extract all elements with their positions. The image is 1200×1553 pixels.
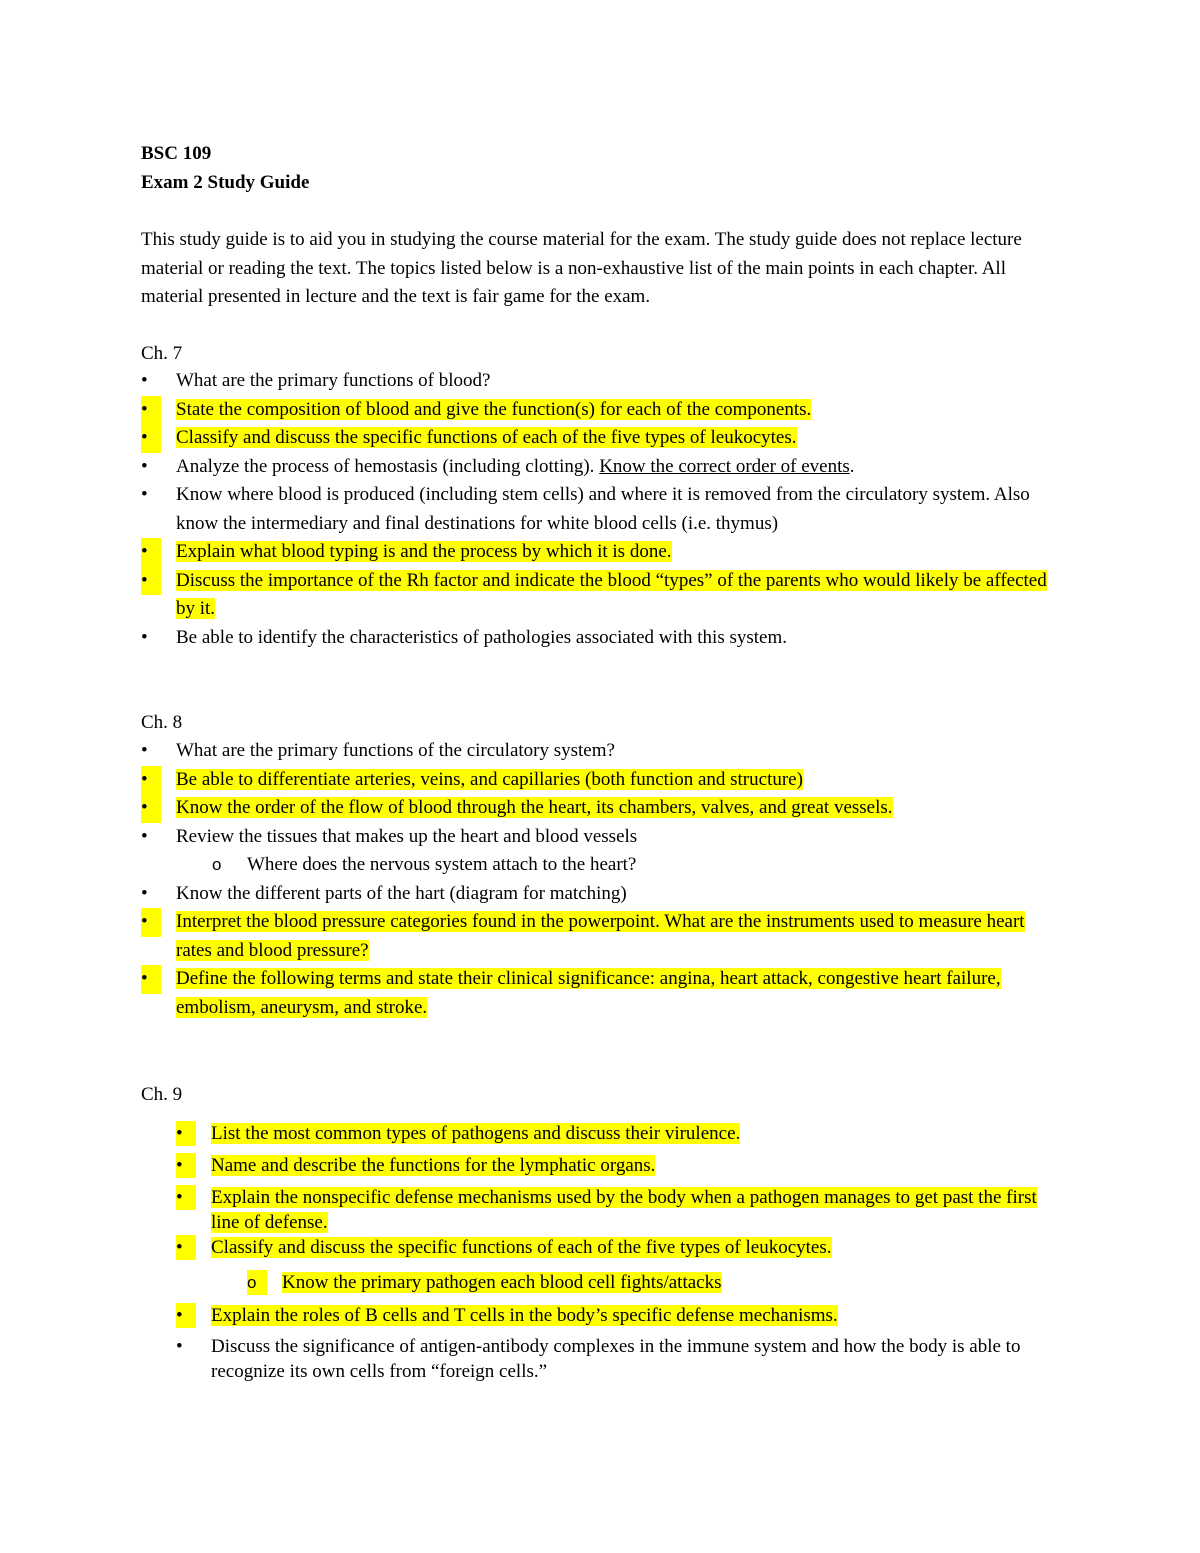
list-item-text: Review the tissues that makes up the heart and blood vessels: [176, 825, 638, 847]
list-item: [176, 1153, 1061, 1178]
bullet-icon: •: [176, 1153, 196, 1178]
list-item-text: Explain what blood typing is and the process by which it is done.: [176, 541, 672, 562]
list-item: [176, 1121, 1061, 1146]
list-item-text: Discuss the importance of the Rh factor and indicate the blood “types” of the parents who would likely be affected by it.: [176, 569, 1047, 619]
chapter-8-heading: Ch. 8: [141, 712, 183, 733]
list-item: [141, 823, 1056, 852]
bullet-icon: •: [141, 538, 161, 567]
bullet-icon: •: [141, 825, 148, 847]
list-item: [141, 538, 1056, 567]
list-item: [141, 908, 1056, 965]
list-item: [141, 367, 1056, 396]
bullet-icon: •: [141, 484, 148, 505]
bullet-icon: •: [141, 766, 161, 795]
list-item-text: Know where blood is produced (including stem cells) and where it is removed from the circulatory system. Also know the intermediary and final destinations for white blood cells (i.e. thymus): [176, 484, 1030, 534]
list-item: [141, 794, 1056, 823]
chapter-9-list: [176, 1121, 1061, 1384]
bullet-icon: •: [141, 567, 161, 596]
sub-list-item: [247, 1270, 1061, 1295]
bullet-icon: •: [176, 1235, 196, 1260]
list-item-text: Discuss the significance of antigen-antibody complexes in the immune system and how the body is able to recognize its own cells from “foreign cells.”: [211, 1336, 1021, 1382]
list-item-text: What are the primary functions of the circulatory system?: [176, 740, 615, 761]
list-item-text: Be able to differentiate arteries, veins, and capillaries (both function and structure): [176, 768, 803, 790]
list-item: [141, 624, 1056, 653]
bullet-icon: •: [176, 1185, 196, 1210]
list-item: [141, 481, 1056, 538]
list-item-text: Name and describe the functions for the lymphatic organs.: [211, 1155, 656, 1176]
bullet-icon: •: [176, 1121, 196, 1146]
bullet-icon: •: [141, 882, 148, 904]
list-item: [176, 1185, 1061, 1235]
sub-bullet-icon: o: [247, 1270, 267, 1295]
chapter-8-list: [141, 737, 1056, 1022]
list-item: [176, 1334, 1061, 1384]
sub-list-item: [212, 851, 1056, 880]
bullet-icon: •: [141, 424, 161, 453]
list-item: [141, 396, 1056, 425]
list-item-text: List the most common types of pathogens and discuss their virulence.: [211, 1123, 741, 1144]
list-item-text: Be able to identify the characteristics of pathologies associated with this system.: [176, 626, 788, 648]
bullet-icon: •: [176, 1336, 183, 1357]
list-item-text: What are the primary functions of blood?: [176, 370, 491, 391]
chapter-7-list: [141, 367, 1056, 652]
bullet-icon: •: [141, 396, 161, 425]
list-item-text: Interpret the blood pressure categories found in the powerpoint. What are the instruments used to measure heart rates and blood pressure?: [176, 911, 1025, 961]
bullet-icon: •: [141, 455, 148, 477]
intro-paragraph: This study guide is to aid you in studying the course material for the exam. The study guide does not replace lecture material or reading the text. The topics listed below is a non-exhaustive list of the main points in each chapter. All material presented in lecture and the text is fair game for the exam.: [141, 229, 1022, 307]
bullet-icon: •: [141, 370, 148, 391]
list-item-text: Classify and discuss the specific functions of each of the five types of leukocytes.: [176, 427, 797, 448]
chapter-7-heading: Ch. 7: [141, 343, 183, 364]
list-item-text: Where does the nervous system attach to the heart?: [247, 854, 637, 875]
bullet-icon: •: [141, 908, 161, 937]
list-item-text: State the composition of blood and give the function(s) for each of the components.: [176, 398, 812, 420]
list-item-text: Know the primary pathogen each blood cell fights/attacks: [282, 1272, 722, 1293]
list-item: [176, 1303, 1061, 1328]
list-item-text: Classify and discuss the specific functions of each of the five types of leukocytes.: [211, 1237, 832, 1258]
chapter-9-heading: Ch. 9: [141, 1084, 183, 1105]
list-item-text: Know the different parts of the hart (diagram for matching): [176, 882, 627, 904]
course-title: BSC 109: [141, 143, 212, 164]
underlined-text: Know the correct order of events: [599, 455, 850, 477]
bullet-icon: •: [141, 626, 148, 648]
list-item: [141, 766, 1056, 795]
list-item: [176, 1235, 1061, 1260]
bullet-icon: •: [176, 1303, 196, 1328]
list-item: [141, 567, 1056, 624]
bullet-icon: •: [141, 794, 161, 823]
sub-bullet-icon: o: [212, 855, 222, 874]
list-item-text: Explain the nonspecific defense mechanisms used by the body when a pathogen manages to get past the first line of defense.: [211, 1187, 1037, 1233]
list-item-text: Define the following terms and state their clinical significance: angina, heart attack, congestive heart failure, embolism, aneurysm, and stroke.: [176, 968, 1001, 1018]
list-item: [141, 453, 1056, 482]
list-item: [141, 880, 1056, 909]
list-item-text: Know the order of the flow of blood through the heart, its chambers, valves, and great vessels.: [176, 797, 893, 818]
list-item: [141, 737, 1056, 766]
bullet-icon: •: [141, 965, 161, 994]
list-item-text: Analyze the process of hemostasis (including clotting). Know the correct order of events.: [176, 455, 855, 477]
bullet-icon: •: [141, 740, 148, 761]
list-item: [141, 965, 1056, 1022]
document-title: Exam 2 Study Guide: [141, 172, 310, 193]
list-item: [141, 424, 1056, 453]
list-item-text: Explain the roles of B cells and T cells in the body’s specific defense mechanisms.: [211, 1305, 838, 1326]
